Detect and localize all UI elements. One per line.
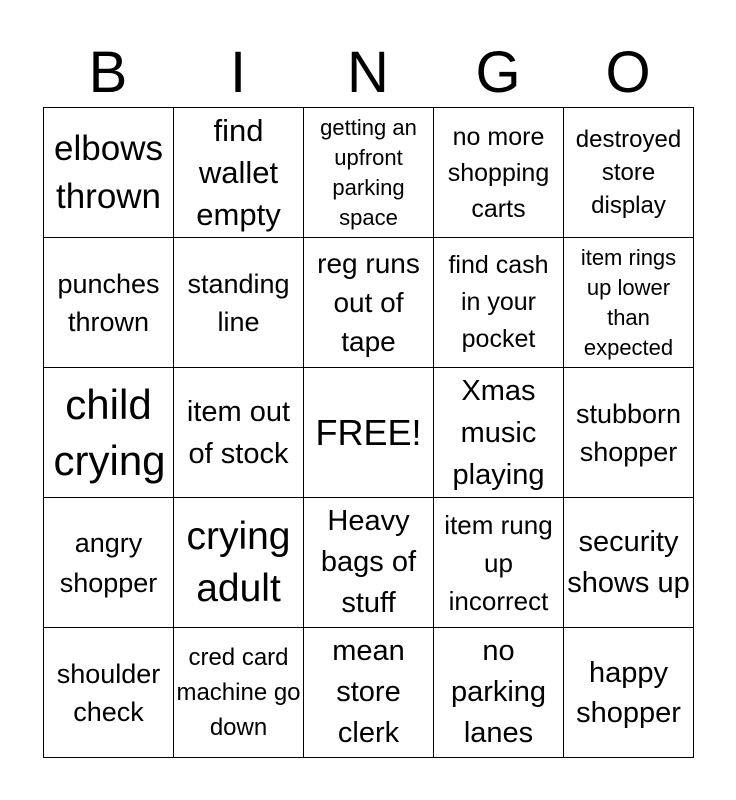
cell-text: find wallet empty (196, 112, 281, 232)
cell-text: FREE! (315, 411, 422, 453)
bingo-cell[interactable] (434, 108, 564, 238)
header-letter-b: B (88, 40, 128, 105)
cell-text: no parking lanes (450, 635, 547, 749)
bingo-cell[interactable] (564, 108, 694, 238)
bingo-cell[interactable] (304, 498, 434, 628)
bingo-cell[interactable] (174, 628, 304, 758)
cell-text: stubborn shopper (575, 398, 682, 467)
cell-text: item rung up incorrect (444, 509, 553, 616)
bingo-cell[interactable] (174, 238, 304, 368)
cell-text: mean store clerk (332, 635, 405, 749)
cell-text: reg runs out of tape (317, 248, 420, 357)
cell-text: punches thrown (57, 268, 160, 337)
bingo-cell[interactable] (434, 498, 564, 628)
cell-text: find cash in your pocket (448, 251, 549, 353)
cell-text: item out of stock (186, 395, 291, 470)
cell-text: child crying (53, 380, 166, 484)
bingo-cell[interactable] (564, 498, 694, 628)
header-letter-n: N (347, 40, 389, 105)
bingo-cell[interactable] (434, 628, 564, 758)
cell-text: happy shopper (576, 656, 681, 729)
bingo-cell[interactable] (44, 368, 174, 498)
bingo-cell[interactable] (174, 368, 304, 498)
bingo-cell[interactable] (434, 238, 564, 368)
cell-text: security shows up (567, 525, 690, 599)
cell-text: getting an upfront parking space (320, 114, 417, 230)
cell-text: angry shopper (59, 527, 158, 598)
cell-text: crying adult (186, 514, 291, 610)
cell-text: shoulder check (56, 658, 161, 727)
bingo-cell[interactable] (44, 628, 174, 758)
bingo-cell[interactable] (44, 238, 174, 368)
bingo-cell[interactable] (434, 368, 564, 498)
cell-text: standing line (187, 268, 290, 337)
bingo-cell[interactable] (44, 108, 174, 238)
bingo-cell[interactable] (564, 628, 694, 758)
bingo-cell[interactable] (564, 368, 694, 498)
cell-text: no more shopping carts (447, 122, 550, 223)
bingo-cell[interactable] (304, 238, 434, 368)
bingo-cell[interactable] (304, 628, 434, 758)
bingo-cell[interactable] (304, 368, 434, 498)
bingo-header (43, 40, 693, 106)
bingo-cell[interactable] (304, 108, 434, 238)
header-letter-g: G (475, 40, 521, 105)
cell-text: item rings up lower than expected (580, 244, 677, 360)
cell-text: cred card machine go down (176, 644, 301, 741)
cell-text: elbows thrown (54, 128, 163, 216)
bingo-card-grid (43, 107, 694, 758)
cell-text: Heavy bags of stuff (320, 505, 417, 619)
bingo-cell[interactable] (564, 238, 694, 368)
cell-text: Xmas music playing (452, 374, 545, 491)
header-letter-o: O (605, 40, 651, 105)
bingo-cell[interactable] (174, 108, 304, 238)
bingo-cell[interactable] (44, 498, 174, 628)
bingo-cell[interactable] (174, 498, 304, 628)
cell-text: destroyed store display (575, 126, 682, 219)
header-letter-i: I (229, 40, 247, 105)
